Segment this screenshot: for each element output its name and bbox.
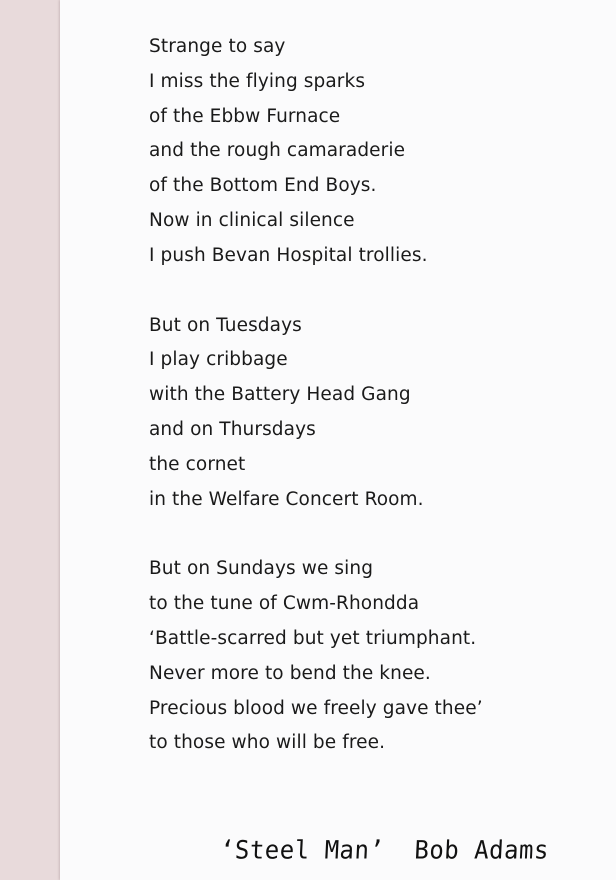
poem-line: Never more to bend the knee. [149, 662, 431, 684]
stanza-3 [149, 552, 483, 761]
poem-line: I play cribbage [149, 349, 288, 371]
handwritten-signature [219, 835, 549, 864]
stanza-2 [149, 309, 483, 518]
author-name: Bob Adams [413, 835, 550, 865]
poem-line: to the tune of Cwm-Rhondda [149, 593, 420, 615]
poem-body [149, 30, 483, 796]
poem-line: Precious blood we freely gave thee’ [149, 697, 483, 719]
poem-line: I miss the flying sparks [149, 70, 366, 92]
poem-line: of the Ebbw Furnace [149, 105, 341, 127]
poem-line: and the rough camaraderie [149, 140, 406, 162]
poem-line: and on Thursdays [149, 418, 316, 440]
poem-line: Now in clinical silence [149, 209, 355, 231]
stanza-1 [149, 30, 483, 274]
poem-title: ‘Steel Man’ [219, 835, 386, 865]
poem-page [60, 0, 616, 880]
poem-line: to those who will be free. [149, 732, 386, 754]
poem-line: Strange to say [149, 36, 286, 57]
poem-line: the cornet [149, 453, 246, 475]
poem-line: with the Battery Head Gang [149, 384, 411, 406]
poem-line: But on Tuesdays [149, 314, 302, 336]
poem-line: ‘Battle-scarred but yet triumphant. [149, 627, 477, 649]
poem-line: of the Bottom End Boys. [149, 175, 377, 197]
poem-line: I push Bevan Hospital trollies. [149, 244, 428, 266]
poem-line: But on Sundays we sing [149, 558, 374, 580]
poem-line: in the Welfare Concert Room. [149, 488, 424, 510]
